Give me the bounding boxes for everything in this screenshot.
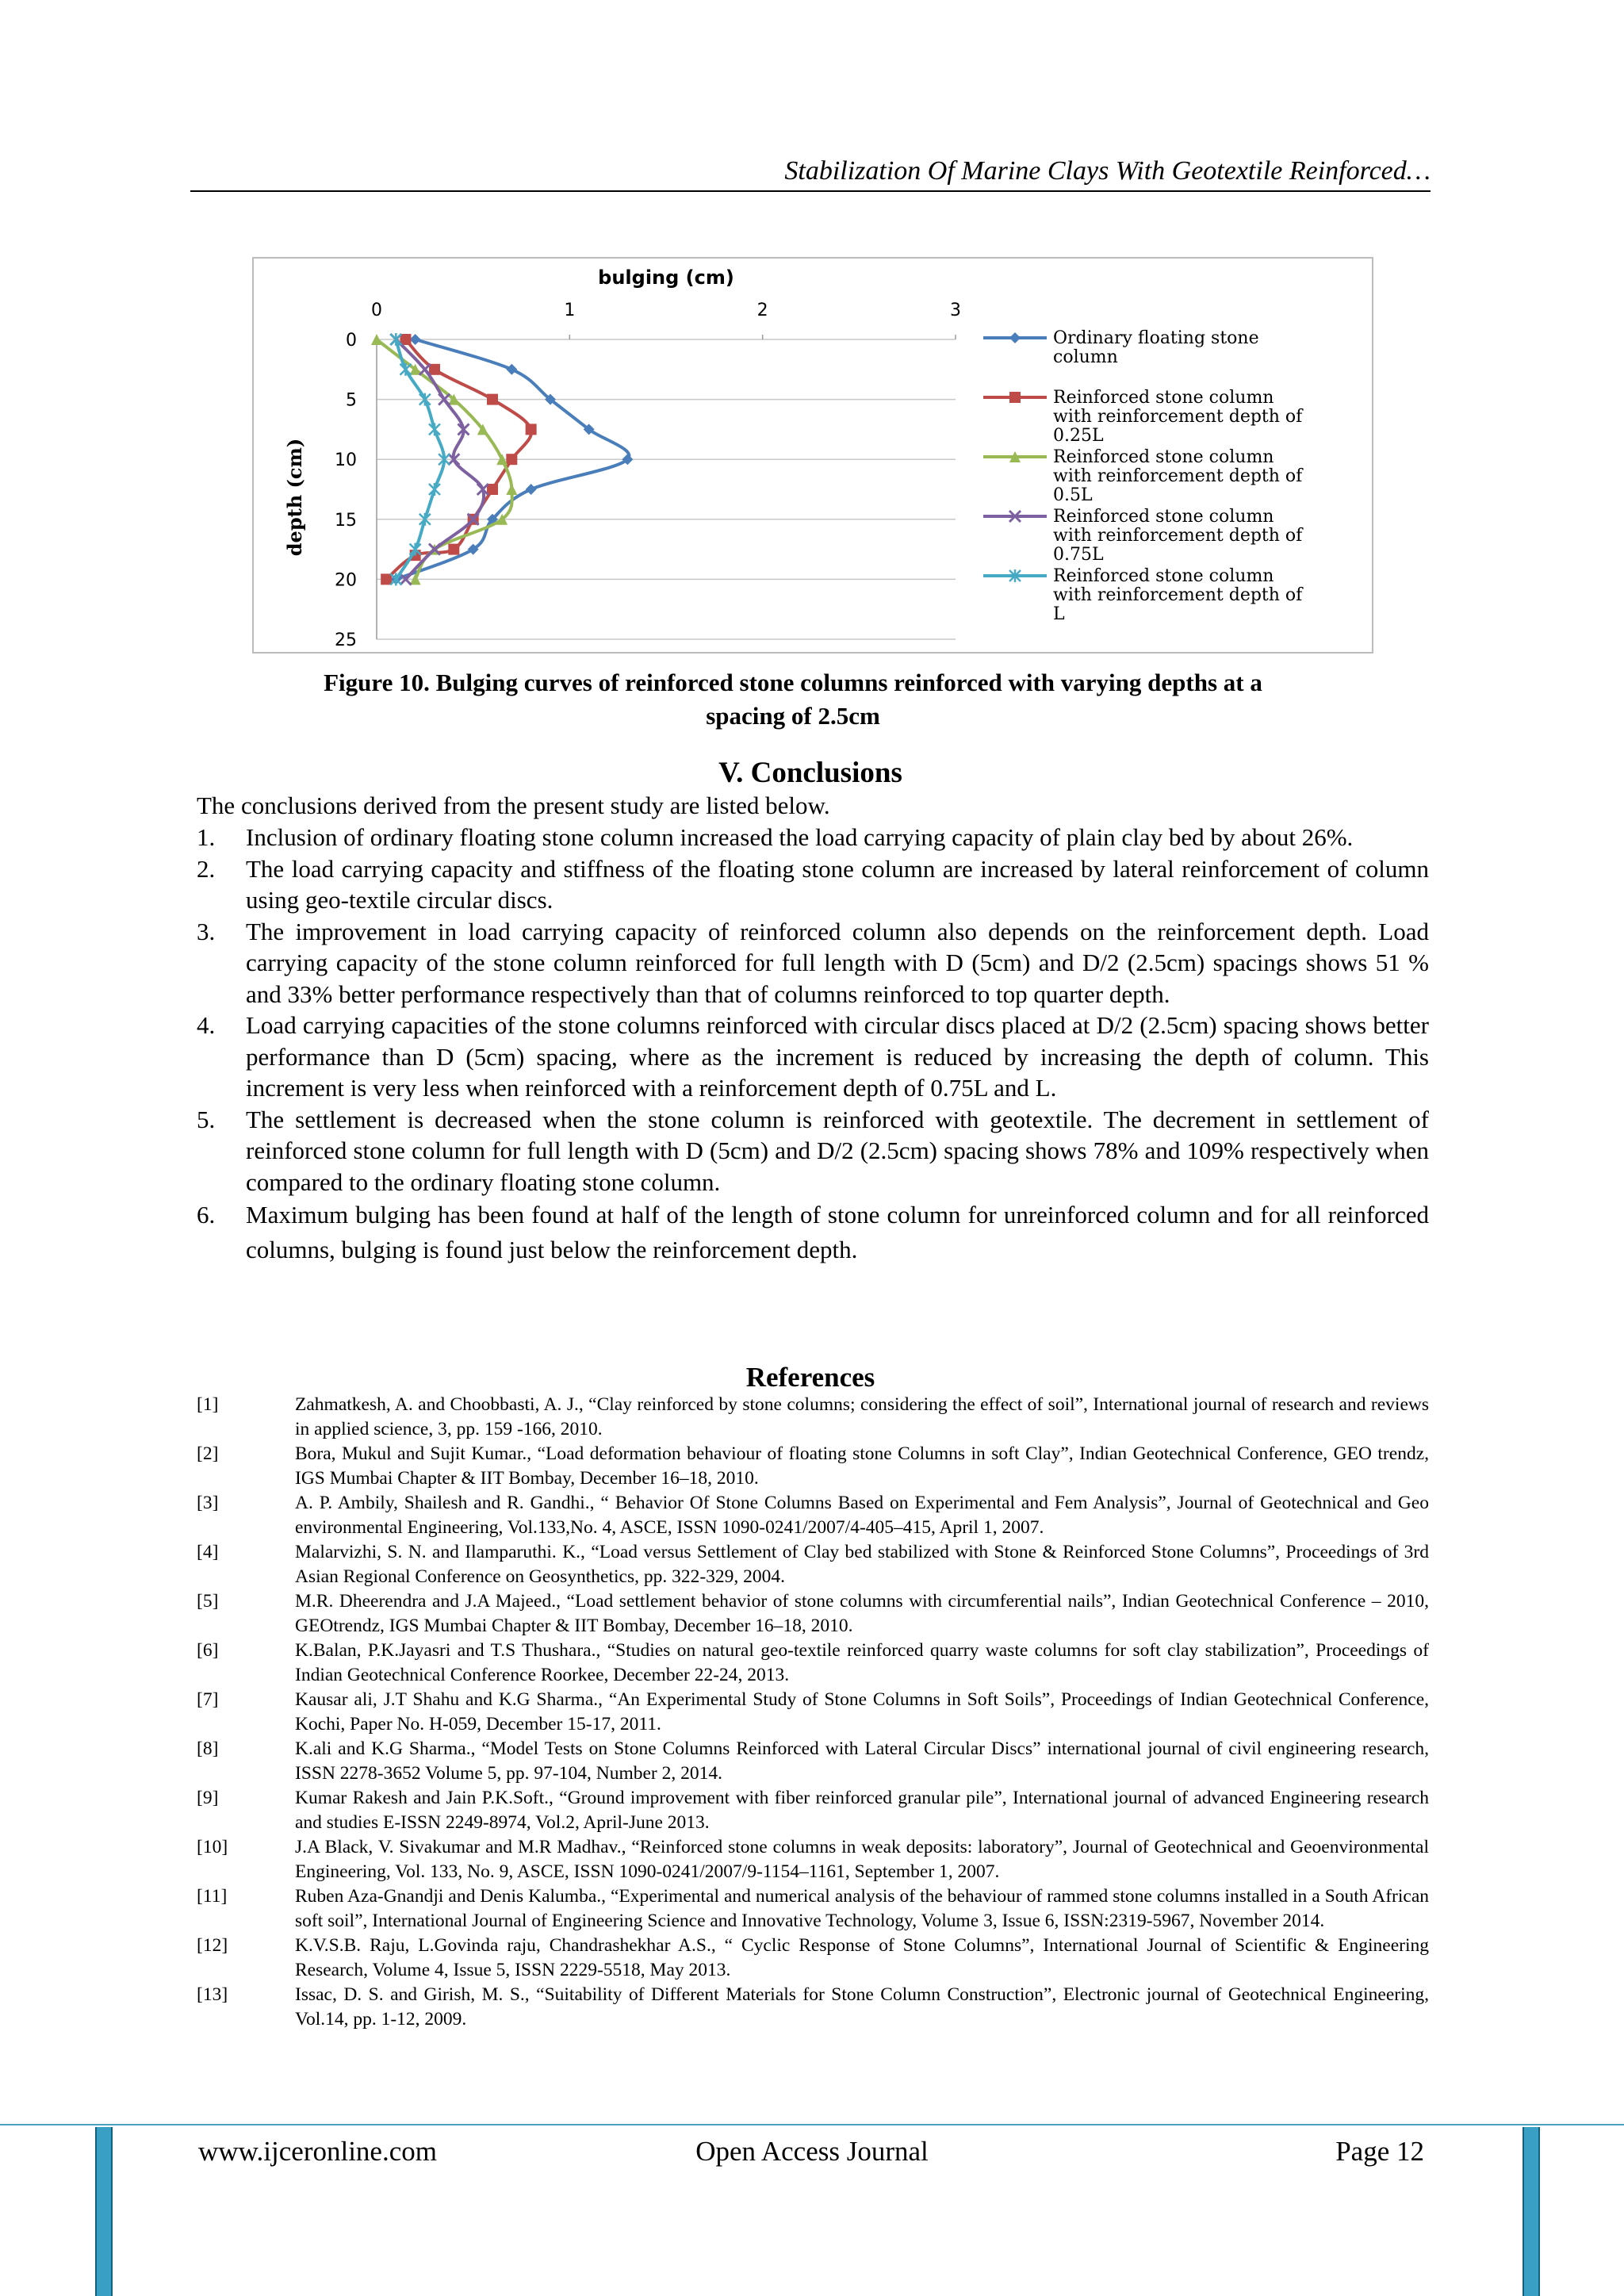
conclusion-number: 4.	[197, 1011, 216, 1039]
conclusions-intro: The conclusions derived from the present study are listed below.	[197, 792, 830, 819]
data-point-reinforced-0-25l	[381, 573, 392, 585]
y-tick-label: 10	[335, 450, 357, 471]
reference-number: [7]	[197, 1689, 219, 1710]
conclusion-text: The load carrying capacity and stiffness of the floating stone column are increased by lateral reinforcement of column using geo-textile circular discs.	[246, 854, 1429, 914]
data-point-reinforced-0-25l	[506, 454, 517, 465]
reference-text: M.R. Dheerendra and J.A Majeed., “Load settlement behavior of stone columns with circumferential nails”, Indian Geotechnical Conference – 2010, GEOtrendz, IGS Mumbai Chapter & IIT Bombay, December 16–18, 2010.	[295, 1591, 1429, 1636]
reference-item	[197, 1639, 1429, 1688]
conclusion-item	[197, 822, 1429, 853]
legend-marker-ordinary	[1009, 332, 1021, 343]
section-title-conclusions: V. Conclusions	[718, 757, 902, 789]
references-list	[197, 1393, 1429, 2032]
y-axis-label: depth (cm)	[283, 438, 306, 557]
reference-text: K.Balan, P.K.Jayasri and T.S Thushara., “Studies on natural geo-textile reinforced quarry waste columns for soft clay stabilization”, Proceedings of Indian Geotechnical Conference Roorkee, December 22-24, 2013.	[295, 1640, 1429, 1685]
data-point-ordinary	[526, 484, 537, 495]
conclusion-text: The improvement in load carrying capacity of reinforced column also depends on the reinforcement depth. Load carrying capacity of the stone column reinforced for full length with D (5cm) and D/2 (2.5cm) spacings shows 51 % and 33% better performance respectively than that of columns reinforced to top quarter depth.	[246, 917, 1429, 1008]
x-tick-label: 2	[756, 301, 768, 320]
data-point-reinforced-0-25l	[526, 424, 537, 435]
legend-label-reinforced-0-25l: 0.25L	[1053, 426, 1104, 446]
reference-text: J.A Black, V. Sivakumar and M.R Madhav., “Reinforced stone columns in weak deposits: laboratory”, Journal of Geotechnical and Geoenvironmental Engineering, Vol. 133, No. 9, ASCE, ISSN 1090-0241/2007/9-1154–1161, September 1, 2007.	[295, 1837, 1429, 1882]
reference-item	[197, 1835, 1429, 1884]
conclusion-item	[197, 916, 1429, 1010]
data-point-ordinary	[410, 334, 421, 345]
data-point-reinforced-l	[400, 363, 412, 376]
figure-caption-line-1: Figure 10. Bulging curves of reinforced stone columns reinforced with varying depths at a	[324, 669, 1262, 696]
footer-page-number: Page 12	[1335, 2136, 1424, 2167]
conclusion-text: Inclusion of ordinary floating stone column increased the load carrying capacity of plain clay bed by about 26%.	[246, 823, 1354, 851]
legend-label-reinforced-0-5l: 0.5L	[1053, 485, 1093, 505]
data-point-reinforced-0-5l	[506, 484, 517, 495]
reference-item	[197, 1393, 1429, 1442]
reference-item	[197, 1934, 1429, 1983]
reference-text: Kausar ali, J.T Shahu and K.G Sharma., “An Experimental Study of Stone Columns in Soft Soils”, Proceedings of Indian Geotechnical Conference, Kochi, Paper No. H-059, December 15-17, 2011.	[295, 1689, 1429, 1734]
reference-number: [5]	[197, 1591, 219, 1612]
conclusion-text: Load carrying capacities of the stone columns reinforced with circular discs placed at D/2 (2.5cm) spacing shows better performance than D (5cm) spacing, where as the increment is reduced by increasing the depth of column. This increment is very less when reinforced with a reinforcement depth of 0.75L and L.	[246, 1011, 1429, 1102]
reference-item	[197, 1786, 1429, 1835]
y-tick-label: 5	[346, 390, 357, 411]
reference-item	[197, 1540, 1429, 1589]
running-header: Stabilization Of Marine Clays With Geotextile Reinforced…	[784, 156, 1431, 186]
legend-label-reinforced-0-5l: with reinforcement depth of	[1053, 466, 1303, 486]
reference-number: [12]	[197, 1935, 228, 1956]
conclusion-number: 1.	[197, 823, 216, 851]
data-point-reinforced-0-25l	[487, 394, 498, 405]
reference-number: [9]	[197, 1788, 219, 1808]
reference-number: [13]	[197, 1984, 228, 2005]
reference-text: K.ali and K.G Sharma., “Model Tests on Stone Columns Reinforced with Lateral Circular Discs” international journal of civil engineering research, ISSN 2278-3652 Volume 5, pp. 97-104, Number 2, 2014.	[295, 1738, 1429, 1784]
legend-label-reinforced-0-25l: Reinforced stone column	[1053, 388, 1274, 408]
conclusion-text: The settlement is decreased when the stone column is reinforced with geotextile. The decrement in settlement of reinforced stone column for full length with D (5cm) and D/2 (2.5cm) spacing shows 78% and 109% respectively when compared to the ordinary floating stone column.	[246, 1105, 1429, 1196]
reference-text: K.V.S.B. Raju, L.Govinda raju, Chandrashekhar A.S., “ Cyclic Response of Stone Columns”, International Journal of Scientific & Engineering Research, Volume 4, Issue 5, ISSN 2229-5518, May 2013.	[295, 1935, 1429, 1980]
y-tick-label: 25	[335, 631, 357, 650]
reference-number: [6]	[197, 1640, 219, 1661]
legend-label-reinforced-l: L	[1053, 604, 1065, 624]
footer-journal-label: Open Access Journal	[695, 2136, 929, 2167]
x-tick-label: 0	[371, 301, 382, 320]
data-point-ordinary	[506, 364, 517, 375]
conclusion-number: 3.	[197, 917, 216, 945]
reference-number: [8]	[197, 1738, 219, 1759]
legend-marker-reinforced-0-25l	[1009, 392, 1021, 403]
legend-label-reinforced-0-75l: Reinforced stone column	[1053, 507, 1274, 527]
section-title-references: References	[745, 1362, 875, 1393]
chart-title: bulging (cm)	[598, 266, 734, 289]
legend-label-ordinary: Ordinary floating stone	[1053, 328, 1259, 348]
data-point-reinforced-l	[429, 423, 440, 435]
legend-label-reinforced-0-25l: with reinforcement depth of	[1053, 407, 1303, 427]
y-tick-label: 0	[346, 331, 357, 351]
figure-caption-line-2: spacing of 2.5cm	[706, 702, 880, 730]
data-point-reinforced-l	[410, 543, 421, 556]
reference-text: Malarvizhi, S. N. and Ilamparuthi. K., “Load versus Settlement of Clay bed stabilized with Stone & Reinforced Stone Columns”, Proceedings of 3rd Asian Regional Conference on Geosynthetics, pp. 322-329, 2004.	[295, 1542, 1429, 1587]
conclusion-item	[197, 1010, 1429, 1104]
reference-number: [4]	[197, 1542, 219, 1562]
reference-number: [1]	[197, 1394, 219, 1415]
y-tick-label: 15	[335, 510, 357, 531]
conclusion-number: 2.	[197, 854, 216, 883]
reference-text: A. P. Ambily, Shailesh and R. Gandhi., “ Behavior Of Stone Columns Based on Experimental and Fem Analysis”, Journal of Geotechnical and Geo environmental Engineering, Vol.133,No. 4, ASCE, ISSN 1090-0241/2007/4-405–415, April 1, 2007.	[295, 1493, 1429, 1538]
reference-number: [11]	[197, 1886, 228, 1907]
legend-label-reinforced-0-75l: with reinforcement depth of	[1053, 526, 1303, 546]
reference-number: [10]	[197, 1837, 228, 1857]
figure-10-chart	[252, 257, 1373, 654]
legend-label-reinforced-0-75l: 0.75L	[1053, 545, 1104, 565]
conclusion-number: 5.	[197, 1105, 216, 1133]
reference-item	[197, 1884, 1429, 1934]
y-tick-label: 20	[335, 570, 357, 591]
data-point-reinforced-0-25l	[487, 484, 498, 495]
conclusion-item	[197, 1104, 1429, 1198]
reference-item	[197, 1589, 1429, 1639]
reference-item	[197, 1442, 1429, 1491]
reference-item	[197, 1983, 1429, 2032]
reference-text: Issac, D. S. and Girish, M. S., “Suitability of Different Materials for Stone Column Construction”, Electronic journal of Geotechnical Engineering, Vol.14, pp. 1-12, 2009.	[295, 1984, 1429, 2030]
x-tick-label: 3	[950, 301, 961, 320]
figure-caption	[254, 666, 1332, 733]
bulging-chart-svg	[254, 259, 1372, 652]
data-point-reinforced-0-75l	[419, 364, 431, 375]
x-tick-label: 1	[564, 301, 576, 320]
footer-rule	[0, 2124, 1624, 2125]
reference-text: Kumar Rakesh and Jain P.K.Soft., “Ground improvement with fiber reinforced granular pile”, International journal of advanced Engineering research and studies E-ISSN 2249-8974, Vol.2, April-June 2013.	[295, 1788, 1429, 1833]
header-rule	[190, 190, 1431, 192]
reference-text: Zahmatkesh, A. and Choobbasti, A. J., “Clay reinforced by stone columns; considering the effect of soil”, International journal of research and reviews in applied science, 3, pp. 159 -166, 2010.	[295, 1394, 1429, 1439]
conclusion-text: Maximum bulging has been found at half of the length of stone column for unreinforced column and for all reinforced columns, bulging is found just below the reinforcement depth.	[246, 1201, 1429, 1263]
reference-number: [3]	[197, 1493, 219, 1513]
legend-label-reinforced-l: Reinforced stone column	[1053, 566, 1274, 586]
reference-item	[197, 1688, 1429, 1737]
footer-website: www.ijceronline.com	[198, 2136, 437, 2167]
reference-text: Ruben Aza-Gnandji and Denis Kalumba., “Experimental and numerical analysis of the behaviour of rammed stone columns installed in a South African soft soil”, International Journal of Engineering Science and Innovative Technology, Volume 3, Issue 6, ISSN:2319-5967, November 2014.	[295, 1886, 1429, 1931]
reference-item	[197, 1491, 1429, 1540]
conclusion-item	[197, 1198, 1429, 1267]
legend-label-ordinary: column	[1053, 347, 1118, 367]
data-point-reinforced-0-25l	[448, 544, 459, 555]
legend-label-reinforced-0-5l: Reinforced stone column	[1053, 447, 1274, 467]
conclusions-list	[197, 822, 1429, 1267]
data-point-reinforced-l	[429, 483, 440, 496]
data-point-reinforced-0-25l	[429, 364, 440, 375]
reference-text: Bora, Mukul and Sujit Kumar., “Load deformation behaviour of floating stone Columns in soft Clay”, Indian Geotechnical Conference, GEO trendz, IGS Mumbai Chapter & IIT Bombay, December 16–18, 2010.	[295, 1443, 1429, 1489]
conclusion-number: 6.	[197, 1201, 216, 1228]
conclusion-item	[197, 853, 1429, 916]
legend-label-reinforced-l: with reinforcement depth of	[1053, 585, 1303, 605]
reference-number: [2]	[197, 1443, 219, 1464]
reference-item	[197, 1737, 1429, 1786]
